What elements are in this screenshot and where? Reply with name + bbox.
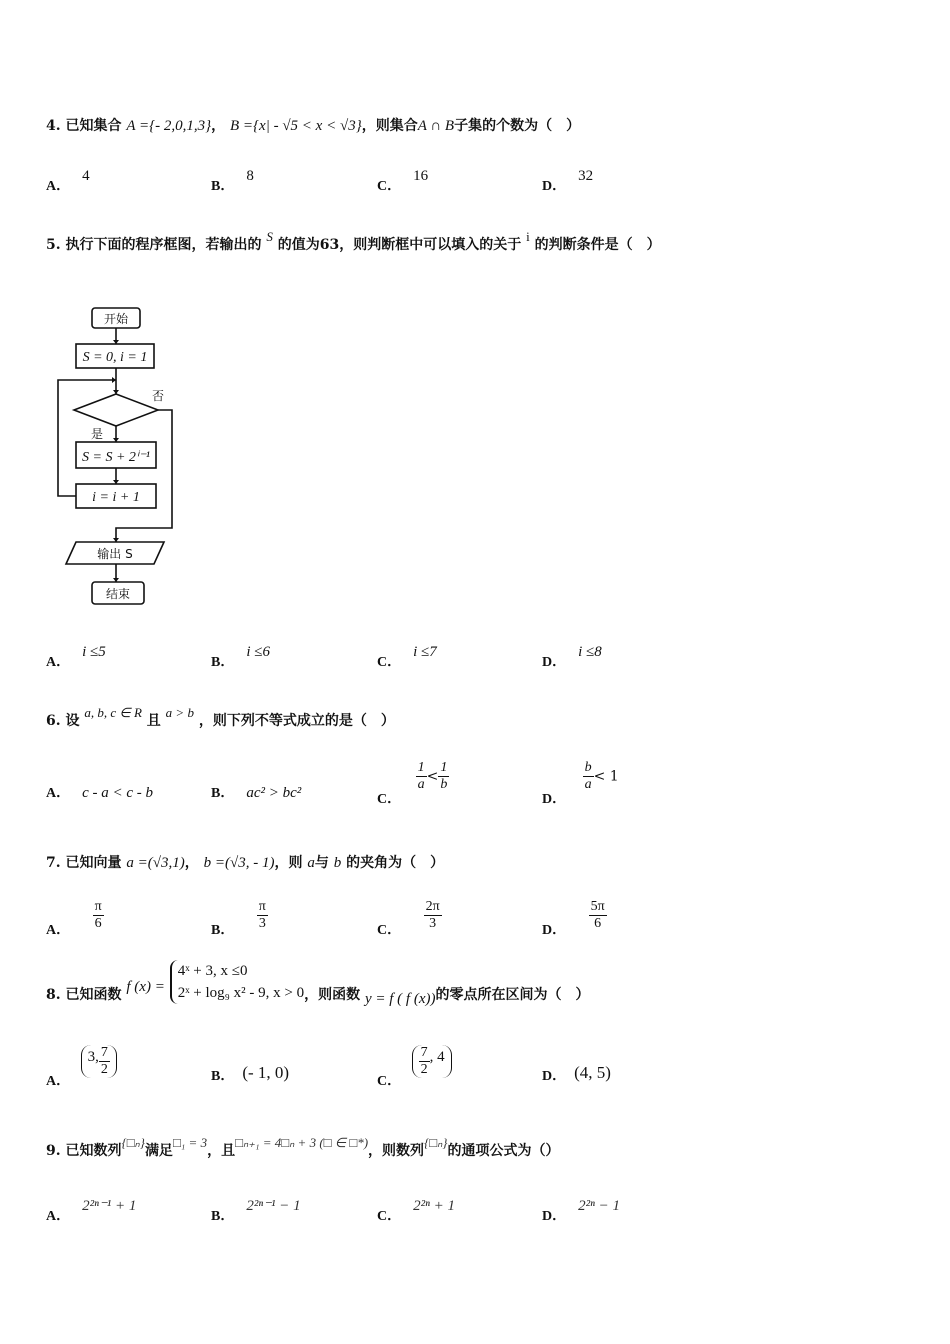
option-9c[interactable] [377, 1198, 455, 1225]
option-label: D． [542, 1209, 567, 1224]
option-label: B． [211, 1069, 235, 1084]
option-label: B． [211, 655, 235, 670]
option-6d[interactable] [542, 760, 619, 807]
question-text: 的夹角为（ ） [346, 855, 445, 871]
option-value: 32 [578, 168, 594, 184]
fraction-denominator: 2 [420, 1062, 428, 1077]
question-text: 且 [146, 713, 161, 729]
option-9b[interactable] [211, 1198, 301, 1225]
option-5d[interactable] [542, 644, 602, 671]
math-composite: y = f ( f (x)) [364, 991, 436, 1007]
option-label: D． [542, 179, 567, 194]
fraction-denominator: 2 [100, 1062, 108, 1077]
question-number: 5. [46, 237, 61, 253]
option-label: B． [211, 179, 235, 194]
option-label: A． [46, 1209, 71, 1224]
option-8d[interactable] [542, 1065, 611, 1085]
option-7b[interactable] [211, 899, 268, 938]
option-label: D． [542, 655, 567, 670]
question-5 [46, 229, 661, 254]
option-value: 8 [246, 168, 254, 184]
option-label: A． [46, 922, 71, 938]
option-value: ac² > bc² [246, 785, 302, 801]
option-label: C． [377, 791, 402, 807]
fraction [416, 760, 427, 793]
option-label: C． [377, 655, 402, 670]
math-var-s: S [266, 229, 273, 244]
option-label: B． [211, 1209, 235, 1224]
question-6 [46, 705, 395, 730]
option-value: i ≤8 [578, 644, 602, 660]
option-label: C． [377, 922, 402, 938]
option-value: 4 [82, 168, 90, 184]
fraction-numerator: π [94, 899, 102, 914]
math-set-b: B ={x| - √5 < x < √3} [230, 118, 362, 134]
question-number: 7. [46, 855, 61, 871]
separator: ， [211, 118, 226, 134]
less-than-sign: < [426, 768, 439, 785]
option-6b[interactable] [211, 782, 301, 802]
question-number: 8. [46, 987, 61, 1003]
piecewise-case-2: 2ˣ + log₉ x² - 9, x > 0 [177, 985, 305, 1001]
option-4b[interactable] [211, 168, 254, 195]
question-text: 的零点所在区间为（ ） [435, 987, 590, 1003]
question-text: 已知集合 [65, 118, 122, 134]
math-sequence: {□ₙ} [121, 1135, 145, 1150]
fraction [583, 760, 594, 793]
option-label: D． [542, 922, 567, 938]
option-value: 2²ⁿ⁻¹ + 1 [82, 1198, 137, 1214]
option-9d[interactable] [542, 1198, 620, 1225]
fraction-denominator: 3 [429, 916, 437, 931]
option-8c[interactable] [377, 1045, 452, 1089]
math-var-a: a [307, 855, 315, 871]
flowchart-step1-label: S = S + 2ⁱ⁻¹ [82, 450, 150, 465]
option-4c[interactable] [377, 168, 429, 195]
flowchart-no-label: 否 [151, 389, 165, 403]
fraction [99, 1045, 110, 1078]
fraction-denominator: 6 [94, 916, 102, 931]
option-7d[interactable] [542, 899, 607, 938]
fraction-denominator: 6 [594, 916, 602, 931]
interval [81, 1045, 117, 1078]
option-9a[interactable] [46, 1198, 137, 1225]
flowchart-step2-label: i = i + 1 [92, 490, 140, 505]
question-text: 的判断条件是（ ） [534, 237, 661, 253]
question-text: 满足 [144, 1143, 173, 1159]
math-vector-a: a =(√3,1) [126, 855, 185, 871]
option-5a[interactable] [46, 644, 106, 671]
flowchart-decision [74, 394, 158, 426]
question-4 [46, 115, 580, 135]
interval [412, 1045, 452, 1078]
fraction-numerator: 7 [420, 1045, 428, 1060]
fraction [424, 899, 442, 932]
fraction-numerator: π [258, 899, 266, 914]
inequality-text: < 1 [593, 768, 619, 785]
fraction-denominator: a [417, 777, 425, 792]
question-text: 的通项公式为（） [447, 1143, 560, 1159]
fraction-denominator: 3 [258, 916, 266, 931]
option-6c[interactable] [377, 760, 449, 807]
option-label: C． [377, 179, 402, 194]
question-text: 设 [65, 713, 80, 729]
question-text: 执行下面的程序框图，若输出的 [65, 237, 262, 253]
question-8 [46, 960, 589, 1010]
math-var-i: i [526, 229, 530, 244]
fraction [257, 899, 268, 932]
question-text: ，则 [274, 855, 303, 871]
question-number: 9. [46, 1143, 61, 1159]
question-text: ，则数列 [368, 1143, 425, 1159]
question-7 [46, 852, 444, 872]
flowchart-output-label: 输出 S [97, 547, 133, 561]
fraction-numerator: 7 [100, 1045, 108, 1060]
question-number: 6. [46, 713, 61, 729]
math-condition: a > b [165, 705, 194, 720]
question-text: 已知数列 [65, 1143, 122, 1159]
option-5b[interactable] [211, 644, 270, 671]
option-value: 2²ⁿ + 1 [413, 1198, 455, 1214]
option-7c[interactable] [377, 899, 442, 938]
fraction [589, 899, 607, 932]
question-text: ，则函数 [304, 987, 361, 1003]
question-text: 子集的个数为（ ） [454, 118, 581, 134]
question-text: 与 [314, 855, 329, 871]
option-4a[interactable] [46, 168, 90, 195]
math-vector-b: b =(√3, - 1) [203, 855, 275, 871]
flowchart-end-label: 结束 [105, 587, 131, 601]
math-condition: a, b, c ∈ R [84, 705, 142, 720]
flowchart-start-label: 开始 [103, 312, 129, 326]
option-value: i ≤5 [82, 644, 106, 660]
math-sequence: {□ₙ} [424, 1135, 448, 1150]
fraction-numerator: 5π [590, 899, 605, 914]
option-label: D． [542, 1069, 567, 1084]
piecewise-brace [170, 960, 304, 1004]
question-number: 4. [46, 118, 61, 134]
option-value: (- 1, 0) [242, 1063, 290, 1082]
fraction [93, 899, 104, 932]
math-set-a: A ={- 2,0,1,3} [126, 118, 212, 134]
option-value: i ≤7 [413, 644, 437, 660]
fraction [419, 1045, 430, 1078]
option-value: i ≤6 [246, 644, 270, 660]
piecewise-case-1: 4ˣ + 3, x ≤0 [177, 963, 248, 979]
fraction-numerator: b [584, 760, 592, 775]
option-label: A． [46, 179, 71, 194]
question-text: 已知向量 [65, 855, 122, 871]
math-initial: □₁ = 3 [172, 1135, 208, 1150]
fraction-numerator: 2π [425, 899, 440, 914]
math-function: f (x) = [126, 979, 165, 995]
interval-right: , 4 [429, 1048, 445, 1065]
separator: ， [184, 855, 199, 871]
question-text: 的值为63，则判断框中可以填入的关于 [277, 237, 522, 253]
question-text: ，且 [207, 1143, 236, 1159]
flowchart-init-label: S = 0, i = 1 [82, 350, 148, 365]
option-value: 16 [413, 168, 429, 184]
fraction-denominator: a [584, 777, 592, 792]
option-value: 2²ⁿ − 1 [578, 1198, 620, 1214]
option-label: A． [46, 655, 71, 670]
option-value: c - a < c - b [82, 785, 154, 801]
math-intersection: A ∩ B [417, 118, 455, 134]
option-4d[interactable] [542, 168, 594, 195]
math-recurrence: □ₙ₊₁ = 4□ₙ + 3 (□ ∈ □*) [235, 1135, 369, 1150]
option-7a[interactable] [46, 899, 104, 938]
option-label: B． [211, 922, 235, 938]
option-value: (4, 5) [574, 1063, 611, 1082]
interval-left: 3, [87, 1048, 99, 1065]
option-label: A． [46, 1073, 71, 1089]
option-value: 2²ⁿ⁻¹ − 1 [246, 1198, 301, 1214]
flowchart [50, 300, 190, 610]
option-label: C． [377, 1209, 402, 1224]
flowchart-yes-label: 是 [90, 427, 104, 441]
option-8a[interactable] [46, 1045, 117, 1089]
fraction-numerator: 1 [440, 760, 448, 775]
option-label: D． [542, 791, 567, 807]
option-8b[interactable] [211, 1065, 289, 1085]
fraction-denominator: b [440, 777, 448, 792]
fraction-numerator: 1 [417, 760, 425, 775]
question-text: ，则下列不等式成立的是（ ） [198, 713, 395, 729]
fraction [438, 760, 449, 793]
question-text: ，则集合 [361, 118, 418, 134]
question-text: 已知函数 [65, 987, 122, 1003]
option-6a[interactable] [46, 782, 153, 802]
option-label: B． [211, 786, 235, 801]
option-label: C． [377, 1073, 402, 1089]
math-var-b: b [333, 855, 342, 871]
question-9 [46, 1135, 560, 1160]
option-label: A． [46, 786, 71, 801]
option-5c[interactable] [377, 644, 437, 671]
